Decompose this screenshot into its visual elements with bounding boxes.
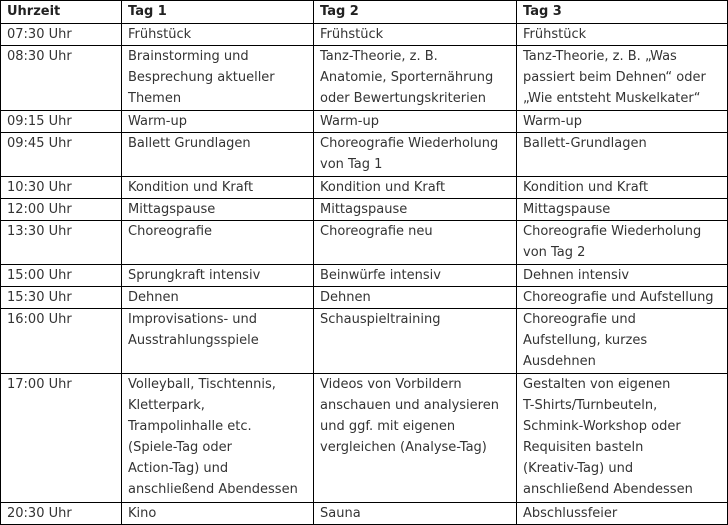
day-2-cell: Warm-up	[314, 111, 517, 133]
time-cell: 12:00 Uhr	[1, 199, 122, 221]
table-row	[1, 221, 728, 265]
day-2-cell: Schauspieltraining	[314, 309, 517, 374]
table-row	[1, 287, 728, 309]
day-3-cell: Tanz-Theorie, z. B. „Was passiert beim Dehnen“ oder „Wie entsteht Muskelkater“	[517, 46, 728, 111]
day-2-cell: Choreografie neu	[314, 221, 517, 265]
day-1-cell: Ballett Grundlagen	[122, 133, 314, 177]
day-1-cell: Sprungkraft intensiv	[122, 265, 314, 287]
table-row	[1, 24, 728, 46]
day-1-cell: Frühstück	[122, 24, 314, 46]
day-2-cell: Videos von Vorbildern anschauen und analysieren und ggf. mit eigenen vergleichen (Analyse-Tag)	[314, 374, 517, 503]
day-3-cell: Choreografie und Aufstellung	[517, 287, 728, 309]
day-1-cell: Brainstorming und Besprechung aktueller Themen	[122, 46, 314, 111]
day-1-cell: Mittagspause	[122, 199, 314, 221]
time-cell: 15:00 Uhr	[1, 265, 122, 287]
table-row	[1, 503, 728, 525]
time-cell: 09:15 Uhr	[1, 111, 122, 133]
time-cell: 17:00 Uhr	[1, 374, 122, 503]
day-3-cell: Choreografie Wiederholung von Tag 2	[517, 221, 728, 265]
day-2-cell: Mittagspause	[314, 199, 517, 221]
day-3-cell: Frühstück	[517, 24, 728, 46]
time-cell: 09:45 Uhr	[1, 133, 122, 177]
day-1-cell: Kino	[122, 503, 314, 525]
day-1-cell: Volleyball, Tischtennis, Kletterpark, Trampolinhalle etc. (Spiele-Tag oder Action-Tag) und anschließend Abendessen	[122, 374, 314, 503]
day-2-cell: Choreografie Wiederholung von Tag 1	[314, 133, 517, 177]
header-time: Uhrzeit	[1, 1, 122, 24]
table-row	[1, 199, 728, 221]
time-cell: 13:30 Uhr	[1, 221, 122, 265]
day-1-cell: Kondition und Kraft	[122, 177, 314, 199]
table-row	[1, 177, 728, 199]
day-3-cell: Mittagspause	[517, 199, 728, 221]
day-2-cell: Beinwürfe intensiv	[314, 265, 517, 287]
day-2-cell: Sauna	[314, 503, 517, 525]
day-3-cell: Abschlussfeier	[517, 503, 728, 525]
time-cell: 08:30 Uhr	[1, 46, 122, 111]
table-row	[1, 265, 728, 287]
day-1-cell: Choreografie	[122, 221, 314, 265]
day-3-cell: Ballett-Grundlagen	[517, 133, 728, 177]
day-2-cell: Kondition und Kraft	[314, 177, 517, 199]
day-1-cell: Improvisations- und Ausstrahlungsspiele	[122, 309, 314, 374]
day-3-cell: Dehnen intensiv	[517, 265, 728, 287]
day-3-cell: Kondition und Kraft	[517, 177, 728, 199]
time-cell: 15:30 Uhr	[1, 287, 122, 309]
table-row	[1, 374, 728, 503]
table-row	[1, 111, 728, 133]
table-row	[1, 46, 728, 111]
time-cell: 10:30 Uhr	[1, 177, 122, 199]
day-2-cell: Dehnen	[314, 287, 517, 309]
header-day-1: Tag 1	[122, 1, 314, 24]
header-day-3: Tag 3	[517, 1, 728, 24]
table-row	[1, 309, 728, 374]
time-cell: 16:00 Uhr	[1, 309, 122, 374]
table-row	[1, 133, 728, 177]
header-row	[1, 1, 728, 24]
time-cell: 20:30 Uhr	[1, 503, 122, 525]
day-3-cell: Warm-up	[517, 111, 728, 133]
day-1-cell: Warm-up	[122, 111, 314, 133]
day-2-cell: Frühstück	[314, 24, 517, 46]
day-1-cell: Dehnen	[122, 287, 314, 309]
day-3-cell: Choreografie und Aufstellung, kurzes Ausdehnen	[517, 309, 728, 374]
day-2-cell: Tanz-Theorie, z. B. Anatomie, Sporternährung oder Bewertungskriterien	[314, 46, 517, 111]
header-day-2: Tag 2	[314, 1, 517, 24]
day-3-cell: Gestalten von eigenen T-Shirts/Turnbeuteln, Schmink-Workshop oder Requisiten basteln (Kreativ-Tag) und anschließend Abendessen	[517, 374, 728, 503]
time-cell: 07:30 Uhr	[1, 24, 122, 46]
